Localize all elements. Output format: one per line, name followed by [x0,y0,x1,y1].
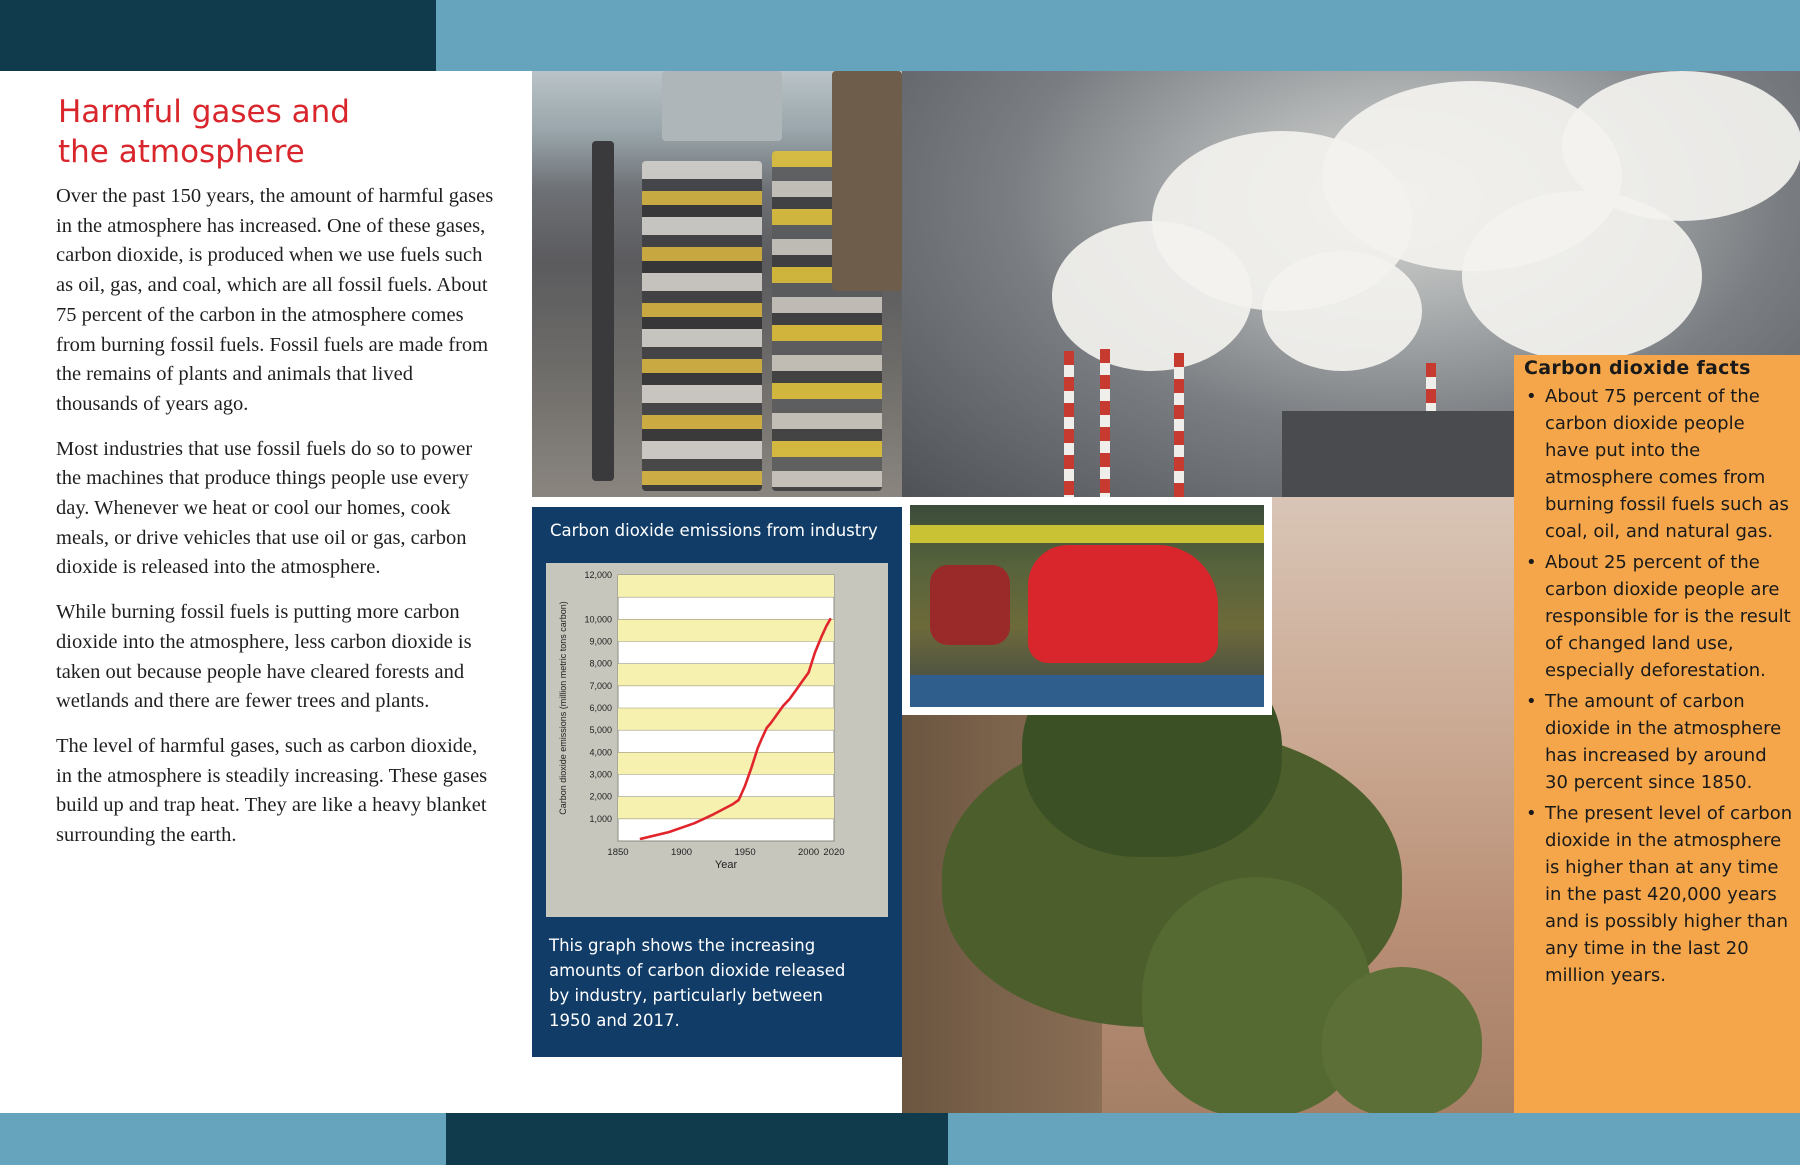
y-tick-label: 8,000 [589,658,612,669]
chart-caption-bottom: This graph shows the increasing amounts of carbon dioxide released by industry, particularly between 1950 and 2017. [549,936,846,1030]
photo-shape [592,141,614,481]
paragraph-3: While burning fossil fuels is putting more carbon dioxide into the atmosphere, less carbon dioxide is taken out because people have cleared forests and wetlands and there are fewer trees and plants. [56,601,472,713]
y-tick-label: 6,000 [589,703,612,713]
photo-shape [832,71,902,291]
y-tick-label: 7,000 [589,680,612,691]
facts-list [1524,383,1794,993]
x-tick-label: 1950 [734,847,756,858]
top-band-dark [0,0,436,71]
photo-shape [1562,71,1800,221]
y-tick-label: 1,000 [589,813,612,824]
facts-box [1514,355,1800,1113]
chart-caption-top: Carbon dioxide emissions from industry [550,521,878,540]
emissions-line-chart [546,563,888,917]
page-title [58,92,496,172]
paragraph-2: Most industries that use fossil fuels do so to power the machines that produce things people use every day. Whenever we heat or cool our homes, cook meals, or drive vehicles that use oil or gas, carbon dioxide is released into the atmosphere. [56,437,473,579]
x-tick-label: 2020 [823,847,845,858]
y-tick-label: 2,000 [589,791,612,802]
y-axis-label: Carbon dioxide emissions (million metric tons carbon) [558,601,568,815]
y-tick-label: 5,000 [589,725,612,736]
grid-band [618,575,834,597]
photo-shape [1322,967,1482,1113]
chart-box [546,563,888,917]
fact-item-3: • The amount of carbon dioxide in the atmosphere has increased by around 30 percent since 1850. [1524,688,1794,796]
photo-shape [1174,353,1184,497]
title-line-2: the atmosphere [58,134,305,170]
photo-shape [930,565,1010,645]
y-tick-label: 4,000 [589,747,612,758]
photo-shape [1262,251,1422,371]
y-tick-label: 3,000 [589,769,612,780]
y-tick-label: 10,000 [584,614,612,625]
fact-item-2: • About 25 percent of the carbon dioxide people are responsible for is the result of changed land use, especially deforestation. [1524,549,1794,684]
x-tick-label: 1850 [607,847,629,858]
article-column [56,92,496,866]
fact-item-4: • The present level of carbon dioxide in the atmosphere is higher than at any time in the past 420,000 years and is possibly higher than any time in the last 20 million years. [1524,800,1794,989]
grid-band [618,708,834,730]
facts-title: Carbon dioxide facts [1524,357,1751,379]
x-tick-label: 2000 [798,847,820,858]
chart-panel [532,507,902,1057]
fact-item-1: • About 75 percent of the carbon dioxide people have put into the atmosphere comes from burning fossil fuels such as coal, oil, and natural gas. [1524,383,1794,545]
car-factory-photo [910,505,1264,707]
grid-band [618,752,834,774]
grid-band [618,619,834,641]
photo-shape [1100,349,1110,497]
paragraph-1: Over the past 150 years, the amount of harmful gases in the atmosphere has increased. One of these gases, carbon dioxide, is produced when we use fuels such as oil, gas, and coal, which are all fossil fuels. About 75 percent of the carbon in the atmosphere comes from burning fossil fuels. Fossil fuels are made from the remains of plants and animals that lived thousands of years ago. [56,185,494,415]
photo-shape [910,525,1264,543]
photo-shape [642,161,762,491]
photo-shape [662,71,782,141]
top-band-light [436,0,1800,71]
y-tick-label: 12,000 [584,570,612,580]
x-axis-label: Year [714,859,738,871]
photo-shape [1028,545,1218,663]
bottom-band-light-right [948,1113,1800,1165]
bottom-band-light-left [0,1113,446,1165]
traffic-photo [532,71,902,497]
paragraph-4: The level of harmful gases, such as carbon dioxide, in the atmosphere is steadily increasing. These gases build up and trap heat. They are like a heavy blanket surrounding the earth. [56,734,488,847]
y-tick-label: 9,000 [589,636,612,647]
x-tick-label: 1900 [670,847,693,858]
photo-shape [910,675,1264,707]
photo-shape [1064,351,1074,497]
bottom-band-dark [446,1113,948,1165]
title-line-1: Harmful gases and [58,94,350,130]
